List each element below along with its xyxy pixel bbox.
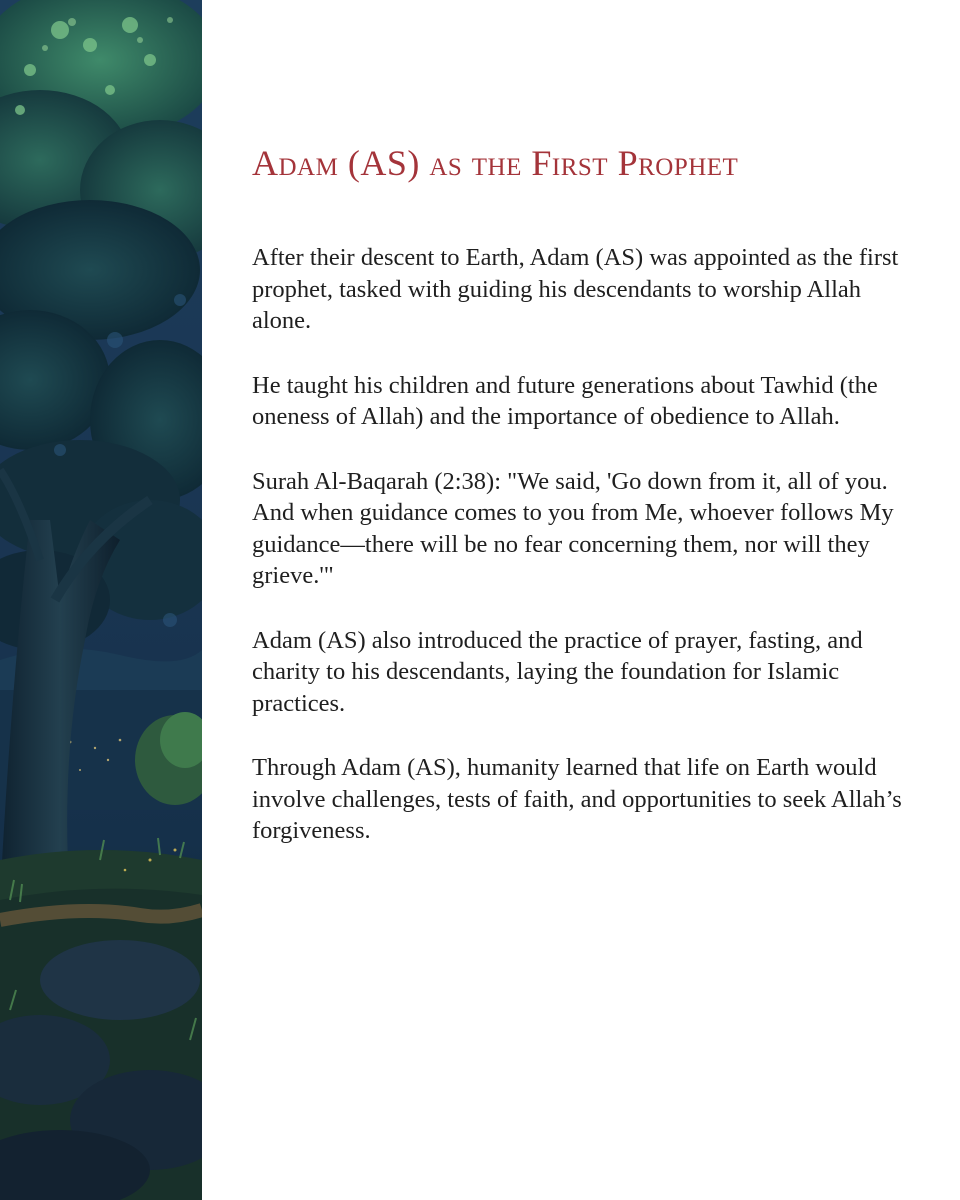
page-title: Adam (AS) as the First Prophet [252, 143, 739, 183]
paragraph-descent: After their descent to Earth, Adam (AS) was appointed as the first prophet, tasked with guiding his descendants to worship Allah alone. [252, 244, 899, 334]
tree-night-scene [0, 0, 202, 1200]
article-content [252, 136, 902, 880]
paragraph-tawhid: He taught his children and future generations about Tawhid (the oneness of Allah) and the importance of obedience to Allah. [252, 371, 878, 430]
paragraph-quran-quote: Surah Al-Baqarah (2:38): "We said, 'Go down from it, all of you. And when guidance comes to you from Me, whoever follows My guidance—there will be no fear concerning them, nor will they grieve.'" [252, 467, 894, 589]
paragraph-practices: Adam (AS) also introduced the practice of prayer, fasting, and charity to his descendants, laying the foundation for Islamic practices. [252, 626, 863, 717]
tree-night-illustration [0, 0, 202, 1200]
paragraph-humanity: Through Adam (AS), humanity learned that life on Earth would involve challenges, tests of faith, and opportunities to seek Allah’s forgiveness. [252, 754, 902, 844]
